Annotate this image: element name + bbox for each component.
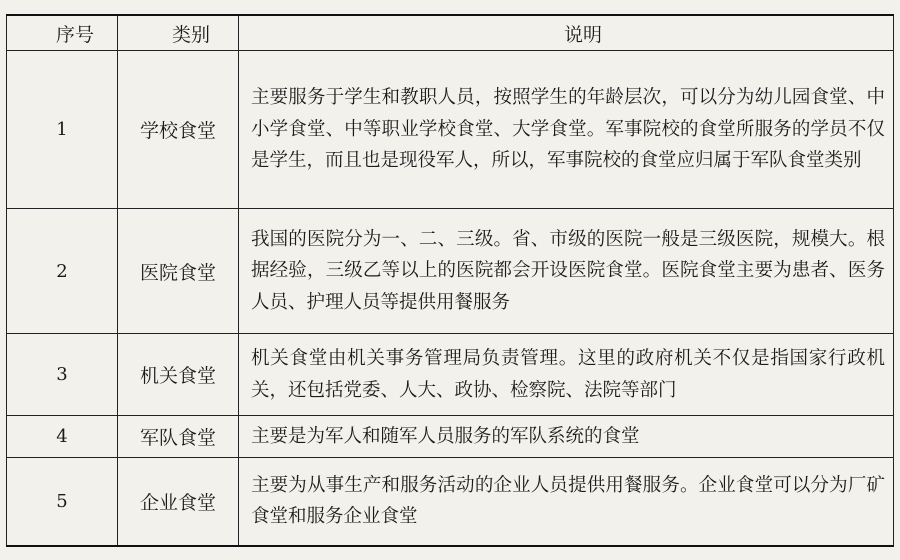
row-number: 3 bbox=[7, 334, 118, 416]
table-row bbox=[7, 458, 894, 546]
table-header-row bbox=[7, 15, 894, 51]
row-category: 军队食堂 bbox=[118, 416, 239, 458]
table-row bbox=[7, 334, 894, 416]
header-category: 类别 bbox=[118, 15, 239, 51]
row-number: 2 bbox=[7, 209, 118, 334]
table-row bbox=[7, 416, 894, 458]
row-description: 主要为从事生产和服务活动的企业人员提供用餐服务。企业食堂可以分为厂矿食堂和服务企业食堂 bbox=[239, 458, 894, 546]
cafeteria-types-table bbox=[6, 14, 894, 547]
row-number: 5 bbox=[7, 458, 118, 546]
header-description: 说明 bbox=[239, 15, 894, 51]
row-category: 机关食堂 bbox=[118, 334, 239, 416]
row-description: 机关食堂由机关事务管理局负责管理。这里的政府机关不仅是指国家行政机关，还包括党委、人大、政协、检察院、法院等部门 bbox=[239, 334, 894, 416]
row-number: 4 bbox=[7, 416, 118, 458]
row-category: 学校食堂 bbox=[118, 51, 239, 209]
table-row bbox=[7, 209, 894, 334]
row-category: 医院食堂 bbox=[118, 209, 239, 334]
row-description: 主要服务于学生和教职人员，按照学生的年龄层次，可以分为幼儿园食堂、中小学食堂、中等职业学校食堂、大学食堂。军事院校的食堂所服务的学员不仅是学生，而且也是现役军人，所以，军事院校的食堂应归属于军队食堂类别 bbox=[239, 51, 894, 209]
row-category: 企业食堂 bbox=[118, 458, 239, 546]
row-description: 我国的医院分为一、二、三级。省、市级的医院一般是三级医院，规模大。根据经验，三级乙等以上的医院都会开设医院食堂。医院食堂主要为患者、医务人员、护理人员等提供用餐服务 bbox=[239, 209, 894, 334]
table-row bbox=[7, 51, 894, 209]
header-number: 序号 bbox=[7, 15, 118, 51]
row-description: 主要是为军人和随军人员服务的军队系统的食堂 bbox=[239, 416, 894, 458]
row-number: 1 bbox=[7, 51, 118, 209]
